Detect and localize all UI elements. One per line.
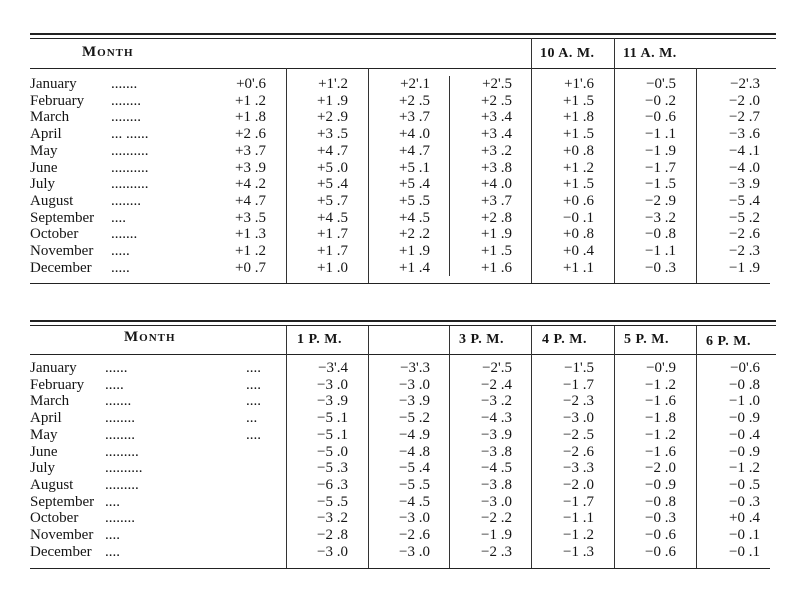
table-cell-value: −5 .5 <box>399 476 430 493</box>
row-month-label: September <box>30 493 95 510</box>
table-2-header-6pm: 6 P. M. <box>706 334 751 349</box>
table-cell-value: +4 .7 <box>399 142 430 159</box>
row-month-label: December <box>30 543 92 560</box>
table-2-header-4pm: 4 P. M. <box>542 332 587 347</box>
table-cell-value: +3 .2 <box>481 142 512 159</box>
table-cell-value: −2 .8 <box>317 527 348 543</box>
table-cell-value: −5 .1 <box>317 426 348 443</box>
table-cell-value: +5 .5 <box>399 192 430 209</box>
table-cell-value: +3 .7 <box>235 142 266 159</box>
table-cell-value: −5 .2 <box>399 410 430 427</box>
row-month-label: March <box>30 109 70 126</box>
table-cell-value: −0 .2 <box>645 92 676 109</box>
table-1-header-rule <box>30 68 776 69</box>
row-leader-dots: ...... <box>105 360 128 376</box>
table-cell-value: +1 .9 <box>481 226 512 243</box>
row-month-label: June <box>30 443 58 460</box>
table-cell-value: +1 .6 <box>481 259 512 276</box>
table-cell-value: +0 .4 <box>729 510 760 527</box>
table-cell-value: −0 .3 <box>645 259 676 276</box>
table-cell-value: +4 .2 <box>235 176 266 193</box>
row-month-label: July <box>30 460 56 477</box>
row-month-label: October <box>30 510 79 527</box>
row-month-label: January <box>30 76 77 92</box>
table-cell-value: +2'.5 <box>482 76 512 92</box>
row-leader-dots: ..... <box>111 259 130 276</box>
table-cell-value: +2 .6 <box>235 126 266 143</box>
table-cell-value: +2 .5 <box>399 92 430 109</box>
table-cell-value: +2 .8 <box>481 209 512 226</box>
table-cell-value: −4 .3 <box>481 410 512 427</box>
table-cell-value: −3'.4 <box>318 360 348 376</box>
row-month-label: September <box>30 209 95 226</box>
table-1-top-rule-thick <box>30 33 776 35</box>
table-cell-value: −1 .1 <box>645 126 676 143</box>
row-month-label: November <box>30 527 94 543</box>
table-cell-value: +0 .8 <box>563 142 594 159</box>
row-leader-dots: ....... <box>105 393 132 410</box>
table-1-top-rule-thin <box>30 38 776 39</box>
row-leader-dots: ........ <box>105 510 135 527</box>
table-cell-value: −4 .9 <box>399 426 430 443</box>
table-cell-value: +1 .9 <box>399 243 430 259</box>
table-cell-value: −1 .2 <box>645 376 676 393</box>
table-cell-value: −3 .0 <box>317 376 348 393</box>
table-cell-value: −0'.6 <box>730 360 760 376</box>
row-leader-dots: ..... <box>111 243 130 259</box>
table-cell-value: +0 .6 <box>563 192 594 209</box>
table-cell-value: −1'.5 <box>564 360 594 376</box>
table-2-month-header: Month <box>124 329 176 345</box>
table-cell-value: −1 .6 <box>645 443 676 460</box>
table-cell-value: +1 .5 <box>563 126 594 143</box>
row-month-label: February <box>30 376 85 393</box>
table-cell-value: −2 .6 <box>729 226 760 243</box>
table-cell-value: +1 .4 <box>399 259 430 276</box>
table-cell-value: +4 .0 <box>481 176 512 193</box>
table-cell-value: −0'.5 <box>646 76 676 92</box>
table-cell-value: −0 .5 <box>729 476 760 493</box>
table-cell-value: −2 .0 <box>645 460 676 477</box>
row-extra-dots: .... <box>246 426 261 443</box>
table-cell-value: +1 .0 <box>317 259 348 276</box>
table-cell-value: −0 .6 <box>645 527 676 543</box>
table-cell-value: −5 .2 <box>729 209 760 226</box>
table-cell-value: +2'.1 <box>400 76 430 92</box>
row-month-label: December <box>30 259 92 276</box>
table-cell-value: −2 .6 <box>563 443 594 460</box>
table-2-header-5pm: 5 P. M. <box>624 332 669 347</box>
table-cell-value: −3 .9 <box>481 426 512 443</box>
row-extra-dots: .... <box>246 393 261 410</box>
row-month-label: June <box>30 159 58 176</box>
table-cell-value: −4 .5 <box>481 460 512 477</box>
table-cell-value: −1 .5 <box>645 176 676 193</box>
row-leader-dots: .......... <box>111 142 149 159</box>
table-cell-value: −1 .1 <box>563 510 594 527</box>
table-cell-value: −3 .0 <box>399 543 430 560</box>
table-cell-value: +0 .8 <box>563 226 594 243</box>
table-cell-value: −3'.3 <box>400 360 430 376</box>
table-cell-value: −0 .8 <box>729 376 760 393</box>
table-cell-value: −4 .0 <box>729 159 760 176</box>
table-cell-value: +4 .5 <box>317 209 348 226</box>
table-cell-value: −0 .1 <box>729 543 760 560</box>
table-cell-value: −5 .3 <box>317 460 348 477</box>
row-leader-dots: .... <box>111 209 126 226</box>
table-cell-value: +1 .5 <box>481 243 512 259</box>
table-cell-value: −3 .2 <box>481 393 512 410</box>
table-cell-value: −2 .3 <box>729 243 760 259</box>
table-cell-value: −1 .8 <box>645 410 676 427</box>
table-cell-value: +4 .7 <box>235 192 266 209</box>
table-cell-value: +3 .5 <box>235 209 266 226</box>
table-cell-value: +1 .5 <box>563 92 594 109</box>
table-cell-value: −0 .1 <box>729 527 760 543</box>
table-cell-value: −3 .0 <box>399 376 430 393</box>
row-leader-dots: ..... <box>105 376 124 393</box>
table-cell-value: −3 .0 <box>481 493 512 510</box>
table-cell-value: +1 .7 <box>317 226 348 243</box>
table-cell-value: −4 .1 <box>729 142 760 159</box>
table-cell-value: +1 .2 <box>235 92 266 109</box>
table-cell-value: −1 .2 <box>563 527 594 543</box>
table-cell-value: −2'.3 <box>730 76 760 92</box>
table-cell-value: +1 .8 <box>235 109 266 126</box>
table-cell-value: +4 .5 <box>399 209 430 226</box>
row-leader-dots: ....... <box>111 226 138 243</box>
table-cell-value: +4 .0 <box>399 126 430 143</box>
table-cell-value: +1 .8 <box>563 109 594 126</box>
row-month-label: July <box>30 176 56 193</box>
table-cell-value: +0 .7 <box>235 259 266 276</box>
table-2-bottom-rule <box>30 568 770 569</box>
table-cell-value: −2 .4 <box>481 376 512 393</box>
table-cell-value: −3 .8 <box>481 443 512 460</box>
table-cell-value: −2 .3 <box>563 393 594 410</box>
row-leader-dots: .......... <box>105 460 143 477</box>
table-cell-value: +5 .1 <box>399 159 430 176</box>
row-month-label: April <box>30 126 62 143</box>
table-cell-value: −0 .1 <box>563 209 594 226</box>
table-cell-value: −5 .5 <box>317 493 348 510</box>
table-cell-value: −0 .6 <box>645 109 676 126</box>
table-cell-value: −3 .3 <box>563 460 594 477</box>
row-leader-dots: ... ...... <box>111 126 149 143</box>
table-cell-value: −0 .9 <box>729 443 760 460</box>
row-month-label: February <box>30 92 85 109</box>
row-leader-dots: ........ <box>111 92 141 109</box>
table-cell-value: −0 .6 <box>645 543 676 560</box>
table-cell-value: +1 .5 <box>563 176 594 193</box>
table-cell-value: −3 .9 <box>729 176 760 193</box>
table-cell-value: +3 .8 <box>481 159 512 176</box>
table-cell-value: +0'.6 <box>236 76 266 92</box>
row-month-label: March <box>30 393 70 410</box>
table-2-header-3pm: 3 P. M. <box>459 332 504 347</box>
table-cell-value: −1 .2 <box>729 460 760 477</box>
row-extra-dots: .... <box>246 376 261 393</box>
table-cell-value: −6 .3 <box>317 476 348 493</box>
row-month-label: April <box>30 410 62 427</box>
row-leader-dots: ......... <box>105 476 139 493</box>
table-cell-value: −0 .4 <box>729 426 760 443</box>
table-cell-value: +4 .7 <box>317 142 348 159</box>
table-cell-value: −5 .4 <box>729 192 760 209</box>
table-1-bottom-rule <box>30 283 770 284</box>
table-cell-value: −3 .9 <box>399 393 430 410</box>
table-cell-value: −5 .1 <box>317 410 348 427</box>
row-leader-dots: .... <box>105 493 120 510</box>
table-cell-value: +1 .3 <box>235 226 266 243</box>
table-cell-value: −1 .3 <box>563 543 594 560</box>
table-cell-value: −2 .0 <box>563 476 594 493</box>
table-cell-value: −3 .8 <box>481 476 512 493</box>
row-leader-dots: ........ <box>105 410 135 427</box>
table-cell-value: −1 .6 <box>645 393 676 410</box>
row-extra-dots: .... <box>246 360 261 376</box>
table-cell-value: −2 .7 <box>729 109 760 126</box>
table-cell-value: +1'.6 <box>564 76 594 92</box>
table-cell-value: −4 .8 <box>399 443 430 460</box>
table-cell-value: −0 .8 <box>645 493 676 510</box>
table-cell-value: −3 .0 <box>317 543 348 560</box>
row-month-label: November <box>30 243 94 259</box>
table-cell-value: −3 .6 <box>729 126 760 143</box>
table-cell-value: −3 .0 <box>563 410 594 427</box>
table-cell-value: −1 .0 <box>729 393 760 410</box>
table-cell-value: −3 .9 <box>317 393 348 410</box>
table-2-header-rule <box>30 354 776 355</box>
table-cell-value: −1 .9 <box>481 527 512 543</box>
row-leader-dots: ......... <box>105 443 139 460</box>
table-cell-value: −2 .0 <box>729 92 760 109</box>
table-cell-value: +1 .2 <box>235 243 266 259</box>
table-1-month-header: Month <box>82 44 134 60</box>
row-extra-dots: ... <box>246 410 258 427</box>
table-cell-value: +5 .0 <box>317 159 348 176</box>
row-leader-dots: ........ <box>111 109 141 126</box>
row-month-label: October <box>30 226 79 243</box>
row-month-label: August <box>30 192 74 209</box>
row-leader-dots: .... <box>105 543 120 560</box>
table-cell-value: −0 .3 <box>645 510 676 527</box>
table-cell-value: +3 .4 <box>481 109 512 126</box>
table-cell-value: −5 .4 <box>399 460 430 477</box>
table-cell-value: −0'.9 <box>646 360 676 376</box>
table-cell-value: −1 .1 <box>645 243 676 259</box>
table-cell-value: +5 .4 <box>399 176 430 193</box>
table-cell-value: +1 .1 <box>563 259 594 276</box>
table-cell-value: −2 .6 <box>399 527 430 543</box>
table-cell-value: −1 .9 <box>729 259 760 276</box>
row-month-label: May <box>30 426 58 443</box>
table-cell-value: −1 .7 <box>645 159 676 176</box>
table-cell-value: +2 .9 <box>317 109 348 126</box>
table-cell-value: −0 .3 <box>729 493 760 510</box>
row-month-label: January <box>30 360 77 376</box>
table-cell-value: −2'.5 <box>482 360 512 376</box>
table-cell-value: −1 .2 <box>645 426 676 443</box>
table-1-header-11am: 11 A. M. <box>623 46 677 61</box>
table-cell-value: +1 .2 <box>563 159 594 176</box>
table-cell-value: −3 .2 <box>317 510 348 527</box>
table-cell-value: −2 .5 <box>563 426 594 443</box>
row-leader-dots: .... <box>105 527 120 543</box>
table-cell-value: −5 .0 <box>317 443 348 460</box>
table-1-header-10am: 10 A. M. <box>540 46 595 61</box>
table-cell-value: +5 .7 <box>317 192 348 209</box>
table-cell-value: +0 .4 <box>563 243 594 259</box>
row-leader-dots: .......... <box>111 176 149 193</box>
table-cell-value: +5 .4 <box>317 176 348 193</box>
table-cell-value: −0 .9 <box>645 476 676 493</box>
table-cell-value: −3 .0 <box>399 510 430 527</box>
row-month-label: August <box>30 476 74 493</box>
table-cell-value: +3 .7 <box>399 109 430 126</box>
table-cell-value: −1 .9 <box>645 142 676 159</box>
table-2-top-rule-thin <box>30 325 776 326</box>
table-cell-value: −0 .8 <box>645 226 676 243</box>
table-cell-value: −2 .3 <box>481 543 512 560</box>
table-cell-value: +2 .5 <box>481 92 512 109</box>
row-leader-dots: ........ <box>105 426 135 443</box>
table-cell-value: +3 .5 <box>317 126 348 143</box>
table-cell-value: +3 .7 <box>481 192 512 209</box>
table-2-top-rule-thick <box>30 320 776 322</box>
table-cell-value: −0 .9 <box>729 410 760 427</box>
table-cell-value: −2 .2 <box>481 510 512 527</box>
row-leader-dots: .......... <box>111 159 149 176</box>
table-cell-value: −3 .2 <box>645 209 676 226</box>
row-month-label: May <box>30 142 58 159</box>
table-cell-value: +1 .9 <box>317 92 348 109</box>
table-cell-value: +3 .9 <box>235 159 266 176</box>
table-cell-value: +1'.2 <box>318 76 348 92</box>
table-2-header-1pm: 1 P. M. <box>297 332 342 347</box>
table-cell-value: +3 .4 <box>481 126 512 143</box>
row-leader-dots: ....... <box>111 76 138 92</box>
row-leader-dots: ........ <box>111 192 141 209</box>
table-cell-value: −1 .7 <box>563 493 594 510</box>
table-cell-value: +1 .7 <box>317 243 348 259</box>
table-cell-value: −2 .9 <box>645 192 676 209</box>
table-cell-value: +2 .2 <box>399 226 430 243</box>
table-cell-value: −4 .5 <box>399 493 430 510</box>
table-cell-value: −1 .7 <box>563 376 594 393</box>
